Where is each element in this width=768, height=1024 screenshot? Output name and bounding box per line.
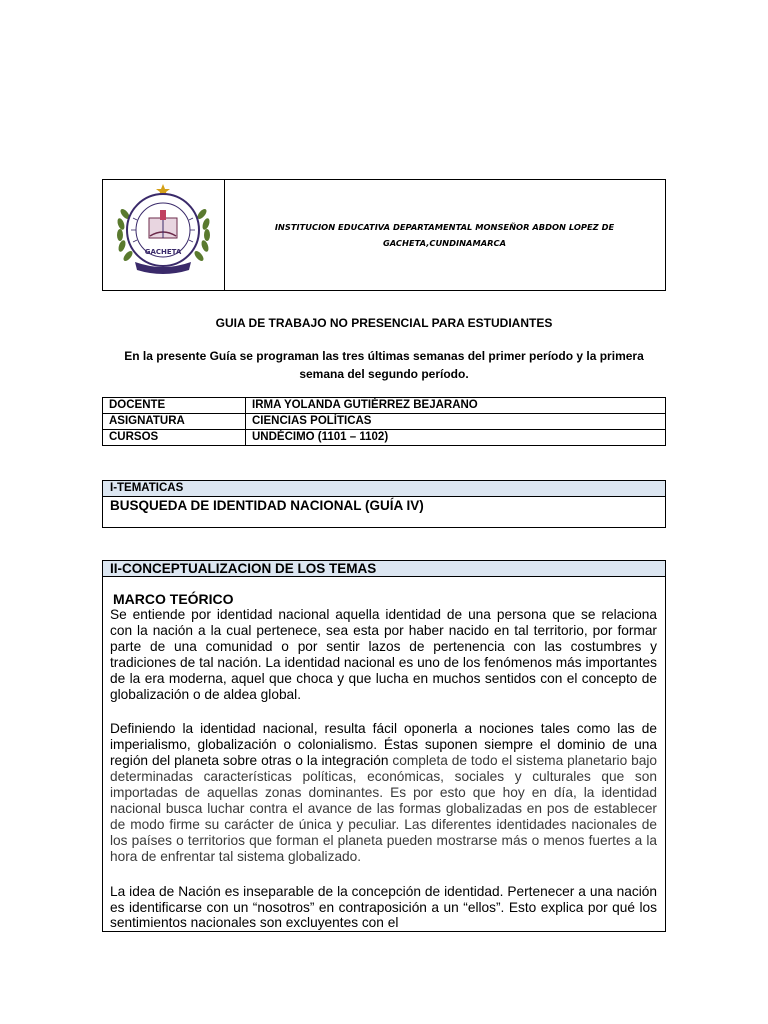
cursos-label: CURSOS xyxy=(103,430,246,446)
docente-value: IRMA YOLANDA GUTIÉRREZ BEJARANO xyxy=(246,398,666,414)
table-row xyxy=(103,398,666,414)
paragraph-1: Se entiende por identidad nacional aquella identidad de una persona que se relaciona con la nación a la cual pertenece, sea esta por haber nacido en tal territorio, por formar parte de una comunidad o por sentir lazos de pertenencia con las costumbres y tradiciones de tal nación. La identidad nacional es uno de los fenómenos más importantes de la era moderna, aquel que choca y que lucha en muchos sentidos con el concepto de globalización o de aldea global. xyxy=(110,607,657,702)
logo-cell xyxy=(103,180,225,290)
logo-label: GACHETA xyxy=(144,248,182,256)
table-row xyxy=(103,430,666,446)
cursos-value: UNDÉCIMO (1101 – 1102) xyxy=(246,430,666,446)
school-seal-logo xyxy=(103,180,224,290)
paragraph-2 xyxy=(110,721,657,864)
asignatura-value: CIENCIAS POLÍTICAS xyxy=(246,414,666,430)
paragraph-2-part-b: completa de todo el sistema planetario bajo determinadas características políticas, económicas, sociales y culturales que son importadas de aquellas zonas dominantes. Es por esto que hoy en día, la identidad nacional busca luchar contra el avance de las formas globalizadas en pos de establecer de modo firme su carácter de única y peculiar. Las diferentes identidades nacionales de los países o territorios que forman el planeta pueden mostrarse más o menos fuertes a la hora de enfrentar tal sistema globalizado. xyxy=(110,753,657,864)
tematicas-title: BUSQUEDA DE IDENTIDAD NACIONAL (GUÍA IV) xyxy=(110,498,424,513)
institution-name-cell xyxy=(224,180,665,290)
guide-intro: En la presente Guía se programan las tres últimas semanas del primer período y la primera semana del segundo período. xyxy=(124,349,644,381)
paragraph-3: La idea de Nación es inseparable de la concepción de identidad. Pertenecer a una nación es identificarse con un “nosotros” en contraposición a un “ellos”. Esto explica por qué los sentimientos nacionales son excluyentes con el xyxy=(110,883,657,931)
docente-label: DOCENTE xyxy=(103,398,246,414)
paragraph-2-part-a: Definiendo la identidad nacional, resulta fácil oponerla a nociones tales como las de imperialismo, globalización o colonialismo. Éstas suponen siempre el dominio de una región del planeta sobre otras o la integración xyxy=(110,721,657,769)
marco-teorico-heading: MARCO TEÓRICO xyxy=(113,591,234,607)
conceptualizacion-box xyxy=(102,560,666,932)
asignatura-label: ASIGNATURA xyxy=(103,414,246,430)
header-box xyxy=(102,179,666,291)
conceptualizacion-heading: II-CONCEPTUALIZACION DE LOS TEMAS xyxy=(103,561,665,577)
institution-name-line2: GACHETA,CUNDINAMARCA xyxy=(382,238,507,248)
info-table xyxy=(102,397,666,446)
tematicas-heading: I-TEMATICAS xyxy=(103,481,665,497)
table-row xyxy=(103,414,666,430)
guide-title: GUIA DE TRABAJO NO PRESENCIAL PARA ESTUDIANTES xyxy=(215,316,553,330)
tematicas-box xyxy=(102,480,666,528)
institution-name-line1: INSTITUCION EDUCATIVA DEPARTAMENTAL MONSEÑOR ABDON LOPEZ DE xyxy=(274,222,615,232)
conceptualizacion-body xyxy=(103,591,665,931)
